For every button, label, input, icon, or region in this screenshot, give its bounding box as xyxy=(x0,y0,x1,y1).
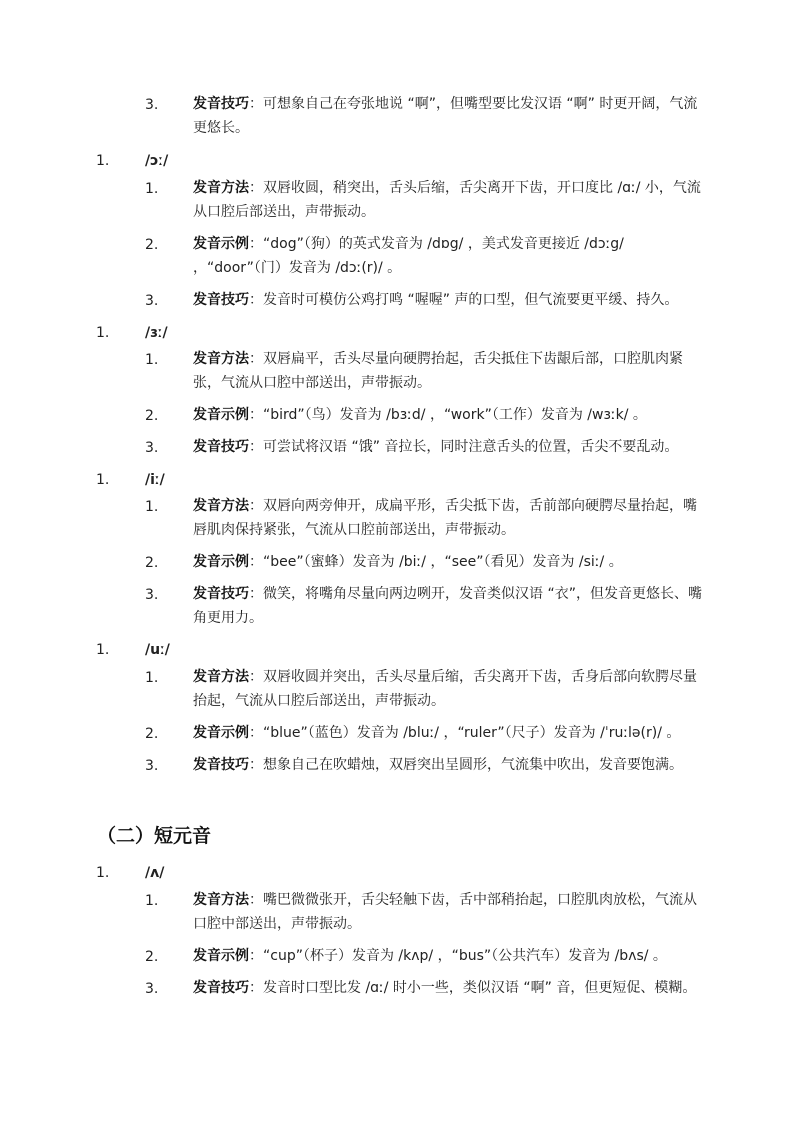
list-number: 1. xyxy=(145,352,159,368)
list-number: 2. xyxy=(145,726,159,742)
item-label: 发音方法 xyxy=(193,669,249,685)
list-item xyxy=(193,550,703,574)
item-label: 发音技巧 xyxy=(193,980,249,996)
list-number: 3. xyxy=(145,587,159,603)
list-item xyxy=(193,944,703,968)
item-text: ：“bee”（蜜蜂）发音为 /biː/ ，“see”（看见）发音为 /siː/ 。 xyxy=(249,554,623,570)
list-number: 1. xyxy=(96,642,110,658)
vowel-heading: /iː/ xyxy=(145,472,165,488)
list-item xyxy=(193,888,703,936)
item-label: 发音方法 xyxy=(193,351,249,367)
list-number: 3. xyxy=(145,440,159,456)
list-number: 1. xyxy=(145,893,159,909)
item-label: 发音技巧 xyxy=(193,96,249,112)
item-label: 发音技巧 xyxy=(193,586,249,602)
item-label: 发音示例 xyxy=(193,236,249,252)
item-text: ：“blue”（蓝色）发音为 /bluː/ ，“ruler”（尺子）发音为 /ˈruːlə(r)/ 。 xyxy=(249,725,681,741)
list-number: 1. xyxy=(96,865,110,881)
list-number: 1. xyxy=(96,325,110,341)
list-number: 2. xyxy=(145,237,159,253)
list-number: 3. xyxy=(145,758,159,774)
item-label: 发音示例 xyxy=(193,725,249,741)
item-text: ：“cup”（杯子）发音为 /kʌp/ ，“bus”（公共汽车）发音为 /bʌs/ 。 xyxy=(249,948,667,964)
item-text: ：发音时可模仿公鸡打鸣 “喔喔” 声的口型，但气流要更平缓、持久。 xyxy=(249,292,679,308)
list-item xyxy=(193,92,703,140)
list-number: 1. xyxy=(96,153,110,169)
list-item xyxy=(193,665,703,713)
list-item xyxy=(193,753,703,777)
item-label: 发音技巧 xyxy=(193,292,249,308)
list-item xyxy=(193,721,703,745)
item-label: 发音方法 xyxy=(193,892,249,908)
item-text: ：“bird”（鸟）发音为 /bɜːd/ ，“work”（工作）发音为 /wɜːk/ 。 xyxy=(249,407,647,423)
list-number: 3. xyxy=(145,97,159,113)
item-text: ：想象自己在吹蜡烛，双唇突出呈圆形，气流集中吹出，发音要饱满。 xyxy=(249,757,683,773)
section-heading: （二）短元音 xyxy=(97,825,212,847)
list-item xyxy=(193,176,703,224)
list-number: 3. xyxy=(145,293,159,309)
item-label: 发音方法 xyxy=(193,498,249,514)
vowel-heading: /ʌ/ xyxy=(145,865,165,881)
item-text: ：“dog”（狗）的英式发音为 /dɒg/ ，美式发音更接近 /dɔːg/ ，“door”（门）发音为 /dɔː(r)/ 。 xyxy=(193,236,624,276)
item-text: ：双唇收圆，稍突出，舌头后缩，舌尖离开下齿，开口度比 /ɑː/ 小，气流从口腔后部送出，声带振动。 xyxy=(193,180,701,220)
item-text: ：微笑，将嘴角尽量向两边咧开，发音类似汉语 “衣”，但发音更悠长、嘴角更用力。 xyxy=(193,586,702,626)
list-number: 1. xyxy=(145,670,159,686)
item-text: ：可想象自己在夸张地说 “啊”，但嘴型要比发汉语 “啊” 时更开阔，气流更悠长。 xyxy=(193,96,698,136)
list-item xyxy=(193,232,703,280)
item-label: 发音示例 xyxy=(193,554,249,570)
item-text: ：双唇向两旁伸开，成扁平形，舌尖抵下齿，舌前部向硬腭尽量抬起，嘴唇肌肉保持紧张，气流从口腔前部送出，声带振动。 xyxy=(193,498,697,538)
vowel-heading: /ɔː/ xyxy=(145,153,169,169)
item-label: 发音示例 xyxy=(193,407,249,423)
list-number: 1. xyxy=(96,472,110,488)
item-text: ：嘴巴微微张开，舌尖轻触下齿，舌中部稍抬起，口腔肌肉放松，气流从口腔中部送出，声带振动。 xyxy=(193,892,697,932)
list-item xyxy=(193,403,703,427)
list-item xyxy=(193,976,703,1000)
item-label: 发音示例 xyxy=(193,948,249,964)
list-item xyxy=(193,288,703,312)
list-item xyxy=(193,347,703,395)
item-text: ：发音时口型比发 /ɑː/ 时小一些，类似汉语 “啊” 音，但更短促、模糊。 xyxy=(249,980,697,996)
vowel-heading: /ɜː/ xyxy=(145,325,168,341)
list-number: 2. xyxy=(145,555,159,571)
item-text: ：双唇扁平，舌头尽量向硬腭抬起，舌尖抵住下齿龈后部，口腔肌肉紧张，气流从口腔中部送出，声带振动。 xyxy=(193,351,683,391)
item-text: ：可尝试将汉语 “饿” 音拉长，同时注意舌头的位置，舌尖不要乱动。 xyxy=(249,439,679,455)
list-number: 2. xyxy=(145,949,159,965)
list-item xyxy=(193,582,703,630)
list-number: 3. xyxy=(145,981,159,997)
item-label: 发音技巧 xyxy=(193,439,249,455)
list-number: 1. xyxy=(145,181,159,197)
vowel-heading: /uː/ xyxy=(145,642,170,658)
item-label: 发音技巧 xyxy=(193,757,249,773)
list-item xyxy=(193,494,703,542)
item-text: ：双唇收圆并突出，舌头尽量后缩，舌尖离开下齿，舌身后部向软腭尽量抬起，气流从口腔后部送出，声带振动。 xyxy=(193,669,697,709)
list-item xyxy=(193,435,703,459)
list-number: 1. xyxy=(145,499,159,515)
list-number: 2. xyxy=(145,408,159,424)
item-label: 发音方法 xyxy=(193,180,249,196)
